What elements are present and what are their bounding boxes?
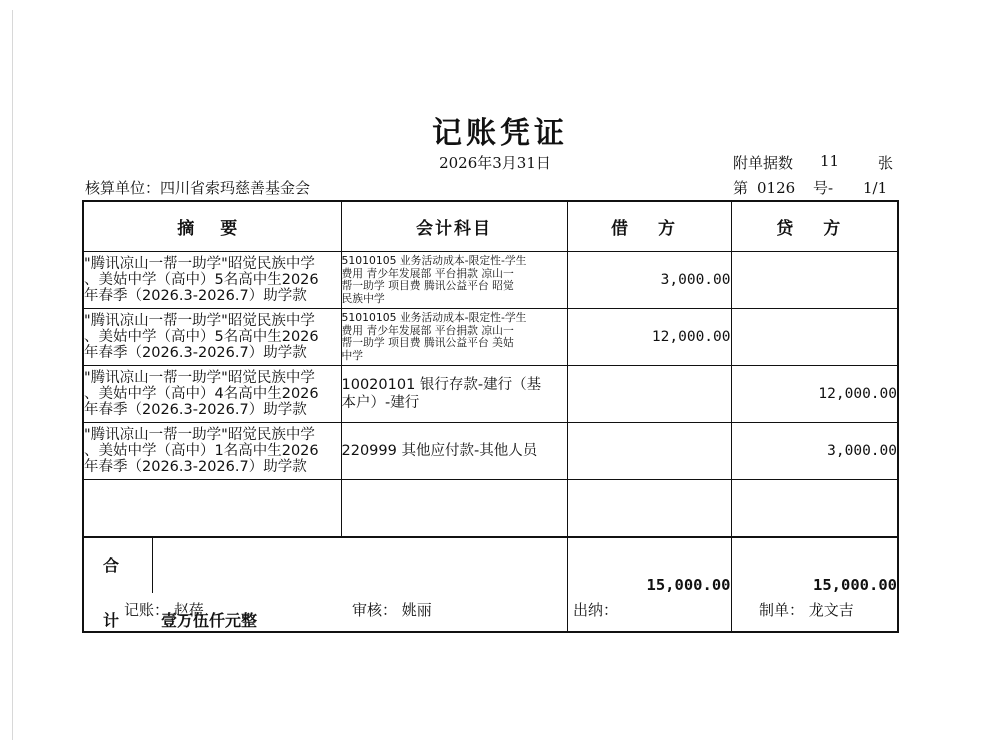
voucher-title: 记账凭证 [432, 116, 568, 151]
voucher-number-value: 0126 [757, 179, 796, 197]
voucher-page: 1/1 [863, 179, 888, 197]
row-debit [567, 423, 731, 480]
row-subject: 51010105 业务活动成本-限定性-学生 费用 青少年发展部 平台捐款 凉山一 帮一助学 项目费 腾讯公益平台 美姑 中学 [341, 309, 567, 366]
table-row [83, 423, 898, 480]
attachment-unit: 张 [878, 154, 894, 172]
empty-row [83, 480, 898, 538]
empty-cell [83, 480, 341, 538]
voucher-hao-label: 号- [813, 179, 834, 197]
table-row [83, 252, 898, 309]
attachment-count [733, 152, 894, 173]
voucher-number-label: 第 [733, 179, 749, 197]
header-debit: 借 方 [567, 201, 731, 252]
accounting-unit [85, 177, 310, 198]
row-summary: "腾讯凉山一帮一助学"昭觉民族中学 、美姑中学（高中）5名高中生2026 年春季（2026.3-2026.7）助学款 [83, 309, 341, 366]
row-debit: 3,000.00 [567, 252, 731, 309]
empty-cell [567, 480, 731, 538]
header-credit: 贷 方 [731, 201, 898, 252]
bookkeeper-signature: 记账： 赵蓓 [124, 601, 204, 619]
row-subject: 10020101 银行存款-建行（基 本户）-建行 [341, 366, 567, 423]
attachment-label: 附单据数 [733, 154, 794, 172]
table-row [83, 366, 898, 423]
total-label: 合 计 [84, 538, 153, 593]
empty-cell [341, 480, 567, 538]
header-subject: 会计科目 [341, 201, 567, 252]
preparer-signature: 制单： 龙文吉 [759, 601, 854, 619]
row-summary: "腾讯凉山一帮一助学"昭觉民族中学 、美姑中学（高中）1名高中生2026 年春季（2026.3-2026.7）助学款 [83, 423, 341, 480]
row-credit: 12,000.00 [731, 366, 898, 423]
row-debit [567, 366, 731, 423]
row-subject: 220999 其他应付款-其他人员 [341, 423, 567, 480]
row-subject: 51010105 业务活动成本-限定性-学生 费用 青少年发展部 平台捐款 凉山一 帮一助学 项目费 腾讯公益平台 昭觉 民族中学 [341, 252, 567, 309]
total-debit: 15,000.00 [567, 537, 731, 632]
row-summary: "腾讯凉山一帮一助学"昭觉民族中学 、美姑中学（高中）5名高中生2026 年春季（2026.3-2026.7）助学款 [83, 252, 341, 309]
attachment-number: 11 [820, 152, 840, 170]
voucher-number [733, 177, 887, 198]
table-header-row [83, 201, 898, 252]
empty-cell [731, 480, 898, 538]
accounting-unit-name: 四川省索玛慈善基金会 [160, 179, 311, 197]
reviewer-signature: 审核： 姚丽 [352, 601, 432, 619]
table-row [83, 309, 898, 366]
cashier-signature: 出纳： [573, 601, 619, 619]
header-summary: 摘 要 [83, 201, 341, 252]
row-summary: "腾讯凉山一帮一助学"昭觉民族中学 、美姑中学（高中）4名高中生2026 年春季（2026.3-2026.7）助学款 [83, 366, 341, 423]
total-in-words: 壹万伍仟元整 [161, 611, 258, 630]
voucher-table [82, 200, 899, 633]
row-credit [731, 309, 898, 366]
total-credit: 15,000.00 [731, 537, 898, 632]
row-credit: 3,000.00 [731, 423, 898, 480]
voucher-date: 2026年3月31日 [439, 154, 551, 172]
row-credit [731, 252, 898, 309]
row-debit: 12,000.00 [567, 309, 731, 366]
accounting-unit-label: 核算单位： [85, 179, 161, 197]
